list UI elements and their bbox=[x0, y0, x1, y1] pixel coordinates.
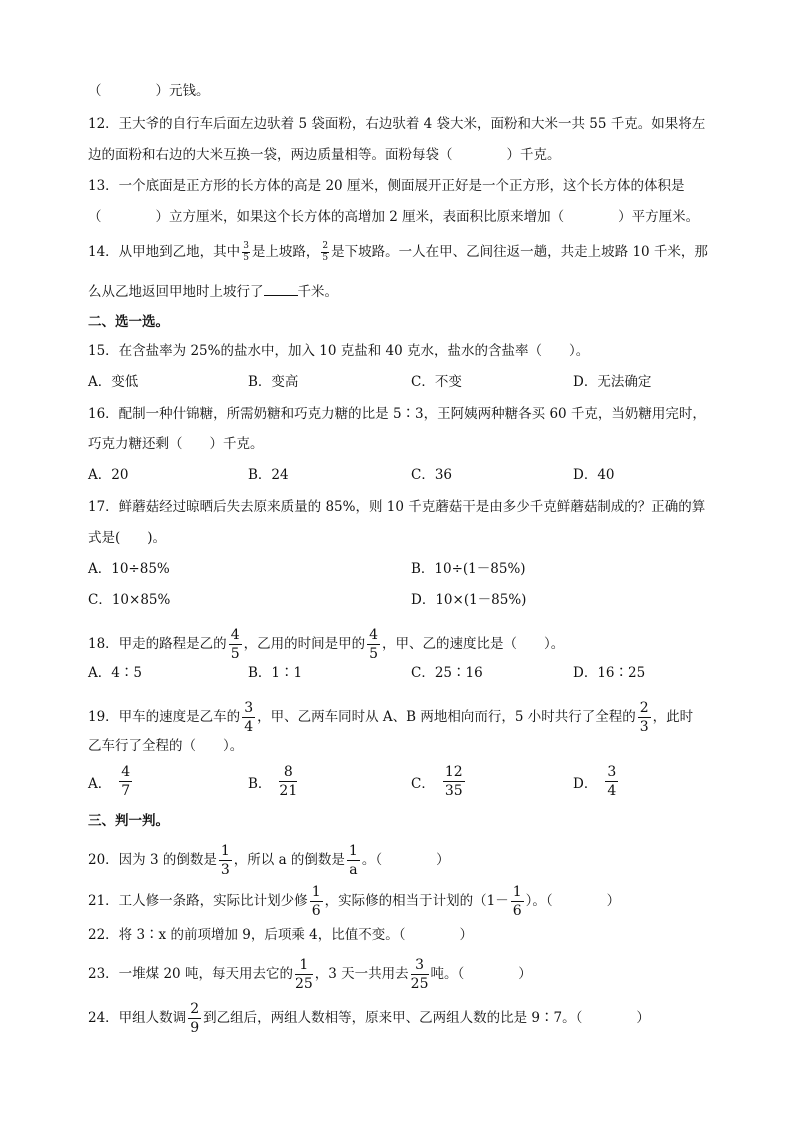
q19-line2: 乙车行了全程的（ ）。 bbox=[88, 738, 244, 754]
q17-option-b[interactable]: B．10÷(1－85%) bbox=[411, 561, 526, 577]
q18-option-c[interactable]: C．25∶16 bbox=[411, 665, 483, 681]
q23-text-3: 吨。（ ） bbox=[430, 966, 532, 982]
q21-fraction-2: $\frac{1}{6}$ bbox=[512, 884, 522, 919]
q18-option-d[interactable]: D．16∶25 bbox=[573, 665, 646, 681]
q23-text-1: 23．一堆煤 20 吨，每天用去它的 bbox=[88, 966, 293, 982]
q18-option-a[interactable]: A．4∶5 bbox=[88, 665, 142, 681]
q17-option-a[interactable]: A．10÷85% bbox=[88, 561, 170, 577]
q19-text-2: ，甲、乙两车同时从 A、B 两地相向而行，5 小时共行了全程的 bbox=[257, 709, 636, 725]
q14-text-5: 千米。 bbox=[297, 284, 338, 300]
q20-text-2: ，所以 a 的倒数是 bbox=[233, 852, 345, 868]
q23-fraction-1: $\frac{1}{25}$ bbox=[294, 957, 313, 992]
option-fraction: $\frac{4}{7}$ bbox=[121, 764, 131, 799]
q20-text-3: 。（ ） bbox=[361, 852, 450, 868]
q21-text-1: 21．工人修一条路，实际比计划少修 bbox=[88, 893, 308, 909]
q19-option-b[interactable] bbox=[248, 765, 299, 798]
q21-fraction-1: $\frac{1}{6}$ bbox=[311, 884, 321, 919]
q15-stem: 15．在含盐率为 25%的盐水中，加入 10 克盐和 40 克水，盐水的含盐率（ ）。 bbox=[88, 343, 590, 359]
q18-text-2: ，乙用的时间是甲的 bbox=[243, 636, 366, 652]
q19-option-a[interactable] bbox=[88, 765, 134, 798]
q21-text-3: ）。（ ） bbox=[525, 893, 621, 909]
q14-fraction-2: $\frac{2}{5}$ bbox=[322, 241, 329, 263]
q23-stem bbox=[88, 958, 532, 991]
q16-line2: 巧克力糖还剩（ ）千克。 bbox=[88, 436, 264, 452]
q21-text-2: ，实际修的相当于计划的（1－ bbox=[324, 893, 509, 909]
q14-text-3: 是下坡路。一人在甲、乙间往返一趟，共走上坡路 10 千米，那 bbox=[331, 244, 708, 260]
q12-line1: 12．王大爷的自行车后面左边驮着 5 袋面粉，右边驮着 4 袋大米，面粉和大米一共 55 千克。如果将左 bbox=[88, 116, 706, 132]
q11-tail: （ ）元钱。 bbox=[88, 83, 210, 99]
q16-option-b[interactable]: B．24 bbox=[248, 467, 289, 483]
q13-line1: 13．一个底面是正方形的长方体的高是 20 厘米，侧面展开正好是一个正方形，这个长方体的体积是 bbox=[88, 178, 685, 194]
q23-text-2: ，3 天一共用去 bbox=[314, 966, 409, 982]
q20-stem bbox=[88, 844, 450, 877]
q12-line2: 边的面粉和右边的大米互换一袋，两边质量相等。面粉每袋（ ）千克。 bbox=[88, 147, 561, 163]
q16-option-d[interactable]: D．40 bbox=[573, 467, 615, 483]
q17-option-c[interactable]: C．10×85% bbox=[88, 592, 171, 608]
q14-line2 bbox=[88, 281, 338, 302]
q18-stem bbox=[88, 628, 564, 661]
q18-option-b[interactable]: B．1∶1 bbox=[248, 665, 303, 681]
q21-stem bbox=[88, 885, 620, 918]
q19-text-3: ，此时 bbox=[652, 709, 694, 725]
q19-text-1: 19．甲车的速度是乙车的 bbox=[88, 709, 241, 725]
q13-line2: （ ）立方厘米，如果这个长方体的高增加 2 厘米，表面积比原来增加（ ）平方厘米。 bbox=[88, 209, 700, 225]
q19-fraction-2: $\frac{2}{3}$ bbox=[639, 700, 649, 735]
q15-option-b[interactable]: B．变高 bbox=[248, 374, 299, 390]
q17-line2: 式是( )。 bbox=[88, 530, 167, 546]
q16-option-c[interactable]: C．36 bbox=[411, 467, 453, 483]
q20-text-1: 20．因为 3 的倒数是 bbox=[88, 852, 217, 868]
q15-option-d[interactable]: D．无法确定 bbox=[573, 374, 652, 390]
option-label: C． bbox=[411, 775, 435, 792]
q18-fraction-2: $\frac{4}{5}$ bbox=[369, 627, 379, 662]
q14-fraction-1: $\frac{3}{5}$ bbox=[243, 241, 249, 263]
option-label: A． bbox=[88, 775, 112, 792]
q15-option-c[interactable]: C．不变 bbox=[411, 374, 462, 390]
q19-line1 bbox=[88, 701, 693, 734]
q17-line1: 17．鲜蘑菇经过晾晒后失去原来质量的 85%，则 10 千克蘑菇干是由多少千克鲜蘑菇制成的？正确的算 bbox=[88, 499, 706, 515]
option-fraction: $\frac{3}{4}$ bbox=[607, 764, 617, 799]
q22-stem: 22．将 3∶x 的前项增加 9，后项乘 4，比值不变。（ ） bbox=[88, 927, 473, 943]
q24-text-1: 24．甲组人数调 bbox=[88, 1010, 187, 1026]
answer-blank[interactable] bbox=[264, 281, 298, 296]
section-3-title: 三、判一判。 bbox=[88, 813, 169, 829]
q19-option-d[interactable] bbox=[573, 765, 620, 798]
option-fraction: $\frac{12}{35}$ bbox=[444, 764, 463, 799]
q18-text-1: 18．甲走的路程是乙的 bbox=[88, 636, 227, 652]
q15-option-a[interactable]: A．变低 bbox=[88, 374, 139, 390]
section-2-title: 二、选一选。 bbox=[88, 314, 169, 330]
q18-text-3: ，甲、乙的速度比是（ ）。 bbox=[382, 636, 565, 652]
q24-fraction-1: $\frac{2}{9}$ bbox=[190, 1001, 200, 1036]
option-label: D． bbox=[573, 775, 598, 792]
q19-fraction-1: $\frac{3}{4}$ bbox=[244, 700, 254, 735]
q23-fraction-2: $\frac{3}{25}$ bbox=[410, 957, 429, 992]
q14-text-1: 14．从甲地到乙地，其中 bbox=[88, 244, 241, 260]
option-label: B． bbox=[248, 775, 272, 792]
q14-text-4: 么从乙地返回甲地时上坡行了 bbox=[88, 284, 264, 300]
q20-fraction-2: $\frac{1}{a}$ bbox=[348, 843, 358, 878]
q18-fraction-1: $\frac{4}{5}$ bbox=[230, 627, 240, 662]
q14-line1 bbox=[88, 242, 708, 263]
q16-option-a[interactable]: A．20 bbox=[88, 467, 129, 483]
q24-stem bbox=[88, 1002, 650, 1035]
q20-fraction-1: $\frac{1}{3}$ bbox=[220, 843, 230, 878]
q19-option-c[interactable] bbox=[411, 765, 467, 798]
q14-text-2: 是上坡路， bbox=[251, 244, 320, 260]
option-fraction: $\frac{8}{21}$ bbox=[279, 764, 298, 799]
q24-text-2: 到乙组后，两组人数相等，原来甲、乙两组人数的比是 9∶7。（ ） bbox=[203, 1010, 650, 1026]
q17-option-d[interactable]: D．10×(1－85%) bbox=[411, 592, 527, 608]
q16-line1: 16．配制一种什锦糖，所需奶糖和巧克力糖的比是 5∶3，王阿姨两种糖各买 60 千克，当奶糖用完时， bbox=[88, 406, 706, 422]
